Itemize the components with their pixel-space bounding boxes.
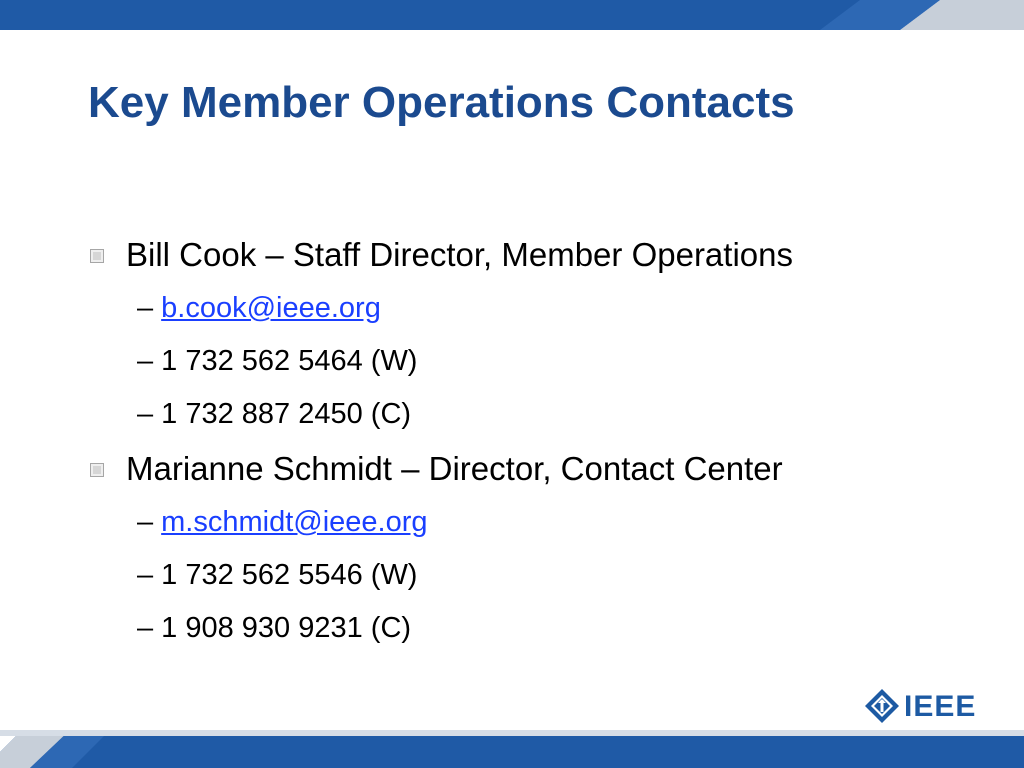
contact-phone-cell [137, 612, 411, 645]
contact-email-row [137, 506, 428, 539]
bullet-icon [90, 463, 104, 477]
bottom-decorative-band [0, 730, 1024, 768]
contact-phone-work [137, 559, 417, 592]
phone-cell: 1 908 930 9231 (C) [161, 612, 412, 644]
slide-title: Key Member Operations Contacts [88, 78, 795, 127]
contact-heading: Bill Cook – Staff Director, Member Operations [126, 236, 793, 273]
top-decorative-band [0, 0, 1024, 30]
email-link[interactable]: m.schmidt@ieee.org [161, 506, 428, 538]
dash: – [137, 292, 154, 324]
phone-cell: 1 732 887 2450 (C) [161, 398, 412, 430]
email-link[interactable]: b.cook@ieee.org [161, 292, 381, 324]
contact-heading: Marianne Schmidt – Director, Contact Center [126, 450, 783, 487]
contact-email-row [137, 292, 381, 325]
dash: – [137, 612, 154, 644]
dash: – [137, 559, 154, 591]
dash: – [137, 506, 154, 538]
dash: – [137, 398, 154, 430]
dash: – [137, 345, 154, 377]
ieee-diamond-logo-icon [864, 688, 900, 724]
logo-text: IEEE [904, 690, 977, 723]
contact-phone-work [137, 345, 417, 378]
bullet-icon [90, 249, 104, 263]
phone-work: 1 732 562 5464 (W) [161, 345, 418, 377]
phone-work: 1 732 562 5546 (W) [161, 559, 418, 591]
contact-phone-cell [137, 398, 411, 431]
